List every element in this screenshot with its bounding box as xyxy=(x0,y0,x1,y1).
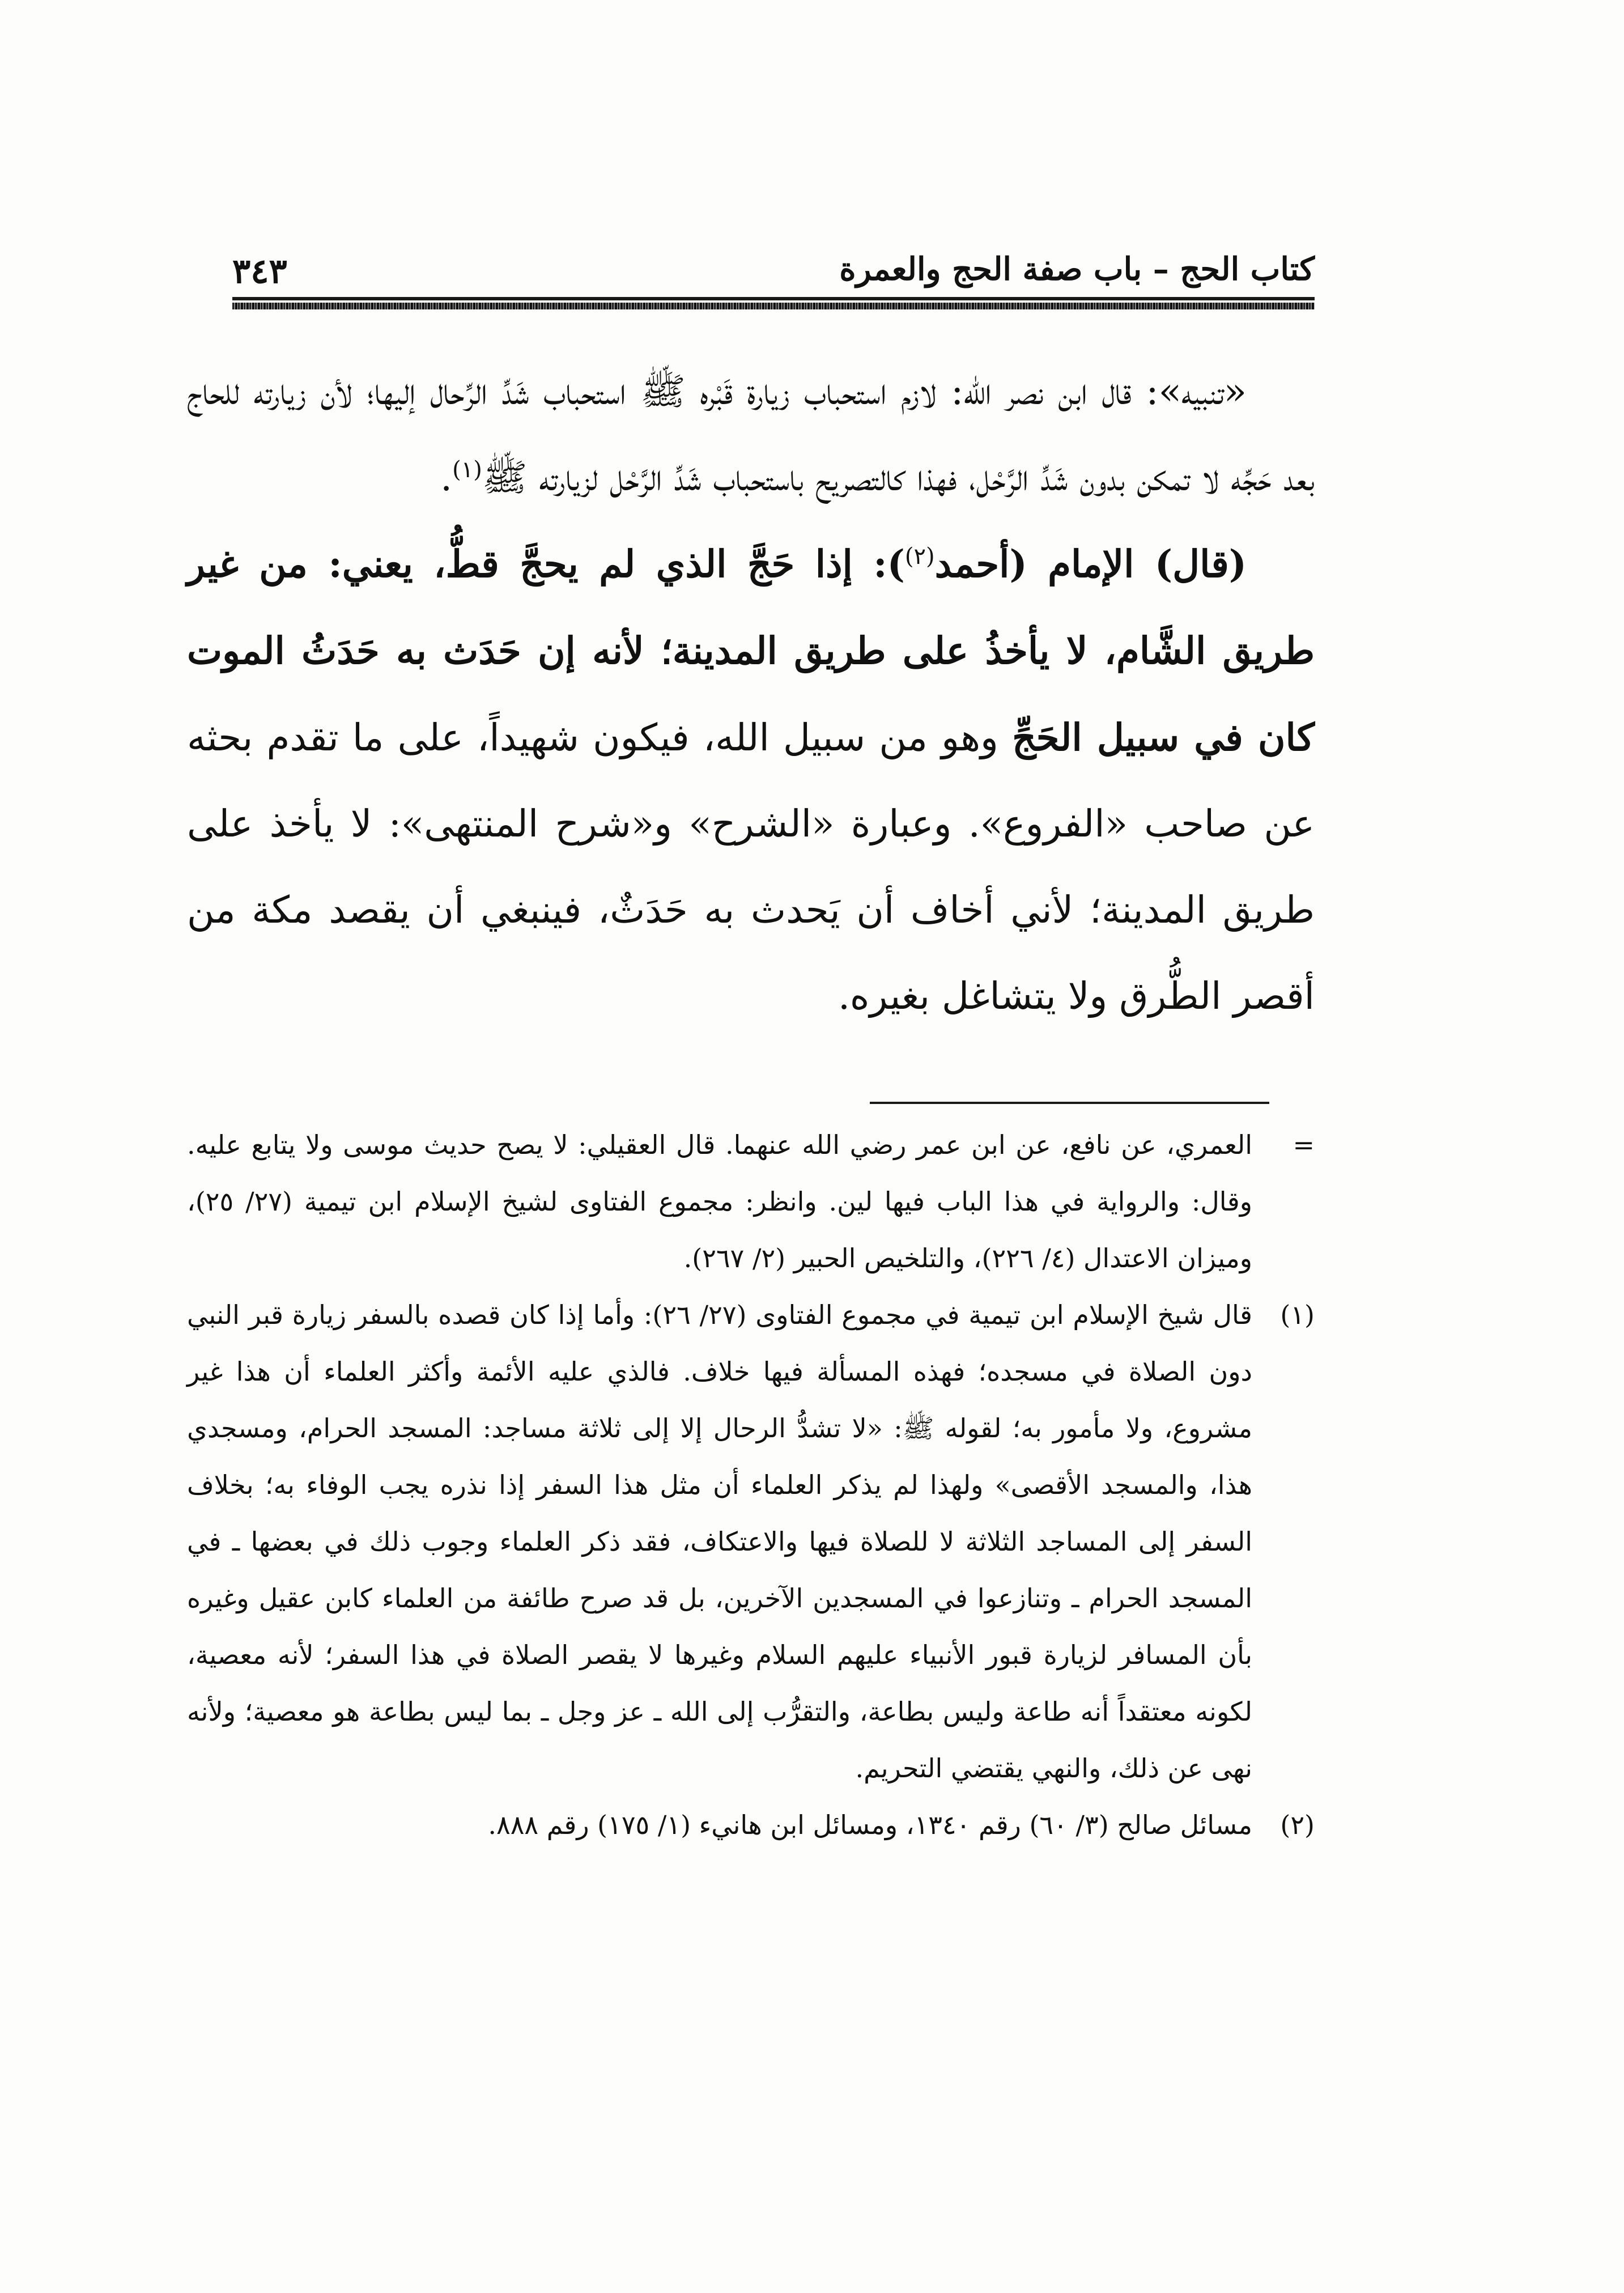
paragraph-lead: (قال) الإمام (أحمد xyxy=(934,542,1247,586)
running-title: كتاب الحج – باب صفة الحج والعمرة xyxy=(839,250,1315,288)
footnote-ref-2[interactable]: (٢) xyxy=(904,543,935,570)
paragraph-tanbih xyxy=(187,349,1315,521)
paragraph-imam-ahmad xyxy=(187,521,1315,1039)
paragraph-tanbih-text: «تنبيه»: قال ابن نصر الله: لازم استحباب زيارة قَبْره ﷺ استحباب شَدِّ الرِّحال إليها؛ لأن زيارته للحاج بعد حَجِّه لا تمكن بدون شَدِّ الرَّحْل، فهذا كالتصريح باستحباب شَدِّ الرَّحْل لزيارته ﷺ xyxy=(187,370,1315,499)
header-rule-decorative xyxy=(232,303,1315,309)
footnote-1-text: قال شيخ الإسلام ابن تيمية في مجموع الفتاوى (٢٧/ ٢٦): وأما إذا كان قصده بالسفر زيارة قبر النبي دون الصلاة في مسجده؛ فهذه المسألة فيها خلاف. فالذي عليه الأئمة وأكثر العلماء أن هذا غير مشروع، ولا مأمور به؛ لقوله ﷺ: «لا تشدُّ الرحال إلا إلى ثلاثة مساجد: المسجد الحرام، ومسجدي هذا، والمسجد الأقصى» ولهذا لم يذكر العلماء أن مثل هذا السفر إذا نذره يجب الوفاء به؛ بخلاف السفر إلى المساجد الثلاثة لا للصلاة فيها والاعتكاف، فقد ذكر العلماء وجوب ذلك في بعضها ـ في المسجد الحرام ـ وتنازعوا في المسجدين الآخرين، بل قد صرح طائفة من العلماء كابن عقيل وغيره بأن المسافر لزيارة قبور الأنبياء عليهم السلام وغيرها لا يقصر الصلاة في هذا السفر؛ لأنه معصية، لكونه معتقداً أنه طاعة وليس بطاعة، والتقرُّب إلى الله ـ عز وجل ـ بما ليس بطاعة هو معصية؛ ولأنه نهى عن ذلك، والنهي يقتضي التحريم. xyxy=(187,1300,1252,1784)
footnote-continued-text: العمري، عن نافع، عن ابن عمر رضي الله عنهما. قال العقيلي: لا يصح حديث موسى ولا يتابع عليه. وقال: والرواية في هذا الباب فيها لين. وانظر: مجموع الفتاوى لشيخ الإسلام ابن تيمية (٢٧/ ٢٥)، وميزان الاعتدال (٤/ ٢٢٦)، والتلخيص الحبير (٢/ ٢٦٧). xyxy=(187,1129,1252,1273)
footnote-1 xyxy=(187,1286,1315,1797)
footnote-continued-mark: = xyxy=(1293,1129,1315,1160)
footnote-2-text: مسائل صالح (٣/ ٦٠) رقم ١٣٤٠، ومسائل ابن هانيء (١/ ١٧٥) رقم ٨٨٨. xyxy=(488,1810,1252,1840)
footnote-separator xyxy=(870,1102,1269,1104)
main-text xyxy=(187,349,1315,1131)
footnote-continued xyxy=(187,1116,1315,1286)
header-rule xyxy=(232,297,1315,300)
paragraph-bold-text: ): إذا حَجَّ الذي لم يحجَّ قطُّ، يعني: من غير طريق الشَّام، لا يأخذُ على طريق المدينة؛ لأنه إن حَدَث به حَدَثُ الموت كان في سبيل الحَجِّ xyxy=(187,542,1315,759)
footnotes xyxy=(187,1116,1315,2159)
page-header xyxy=(232,249,1315,289)
footnote-2-mark: (٢) xyxy=(1280,1810,1315,1840)
footnote-ref-1[interactable]: (١) xyxy=(452,457,482,483)
page-number: ٣٤٣ xyxy=(232,252,287,291)
paragraph-tanbih-end: . xyxy=(440,456,453,499)
footnote-1-mark: (١) xyxy=(1280,1300,1315,1330)
footnote-2 xyxy=(187,1797,1315,1853)
paragraph-rest-text: وهو من سبيل الله، فيكون شهيداً، على ما تقدم بحثه عن صاحب «الفروع». وعبارة «الشرح» و«شرح المنتهى»: لا يأخذ على طريق المدينة؛ لأني أخاف أن يَحدث به حَدَثٌ، فينبغي أن يقصد مكة من أقصر الطُّرق ولا يتشاغل بغيره. xyxy=(187,716,1315,1018)
